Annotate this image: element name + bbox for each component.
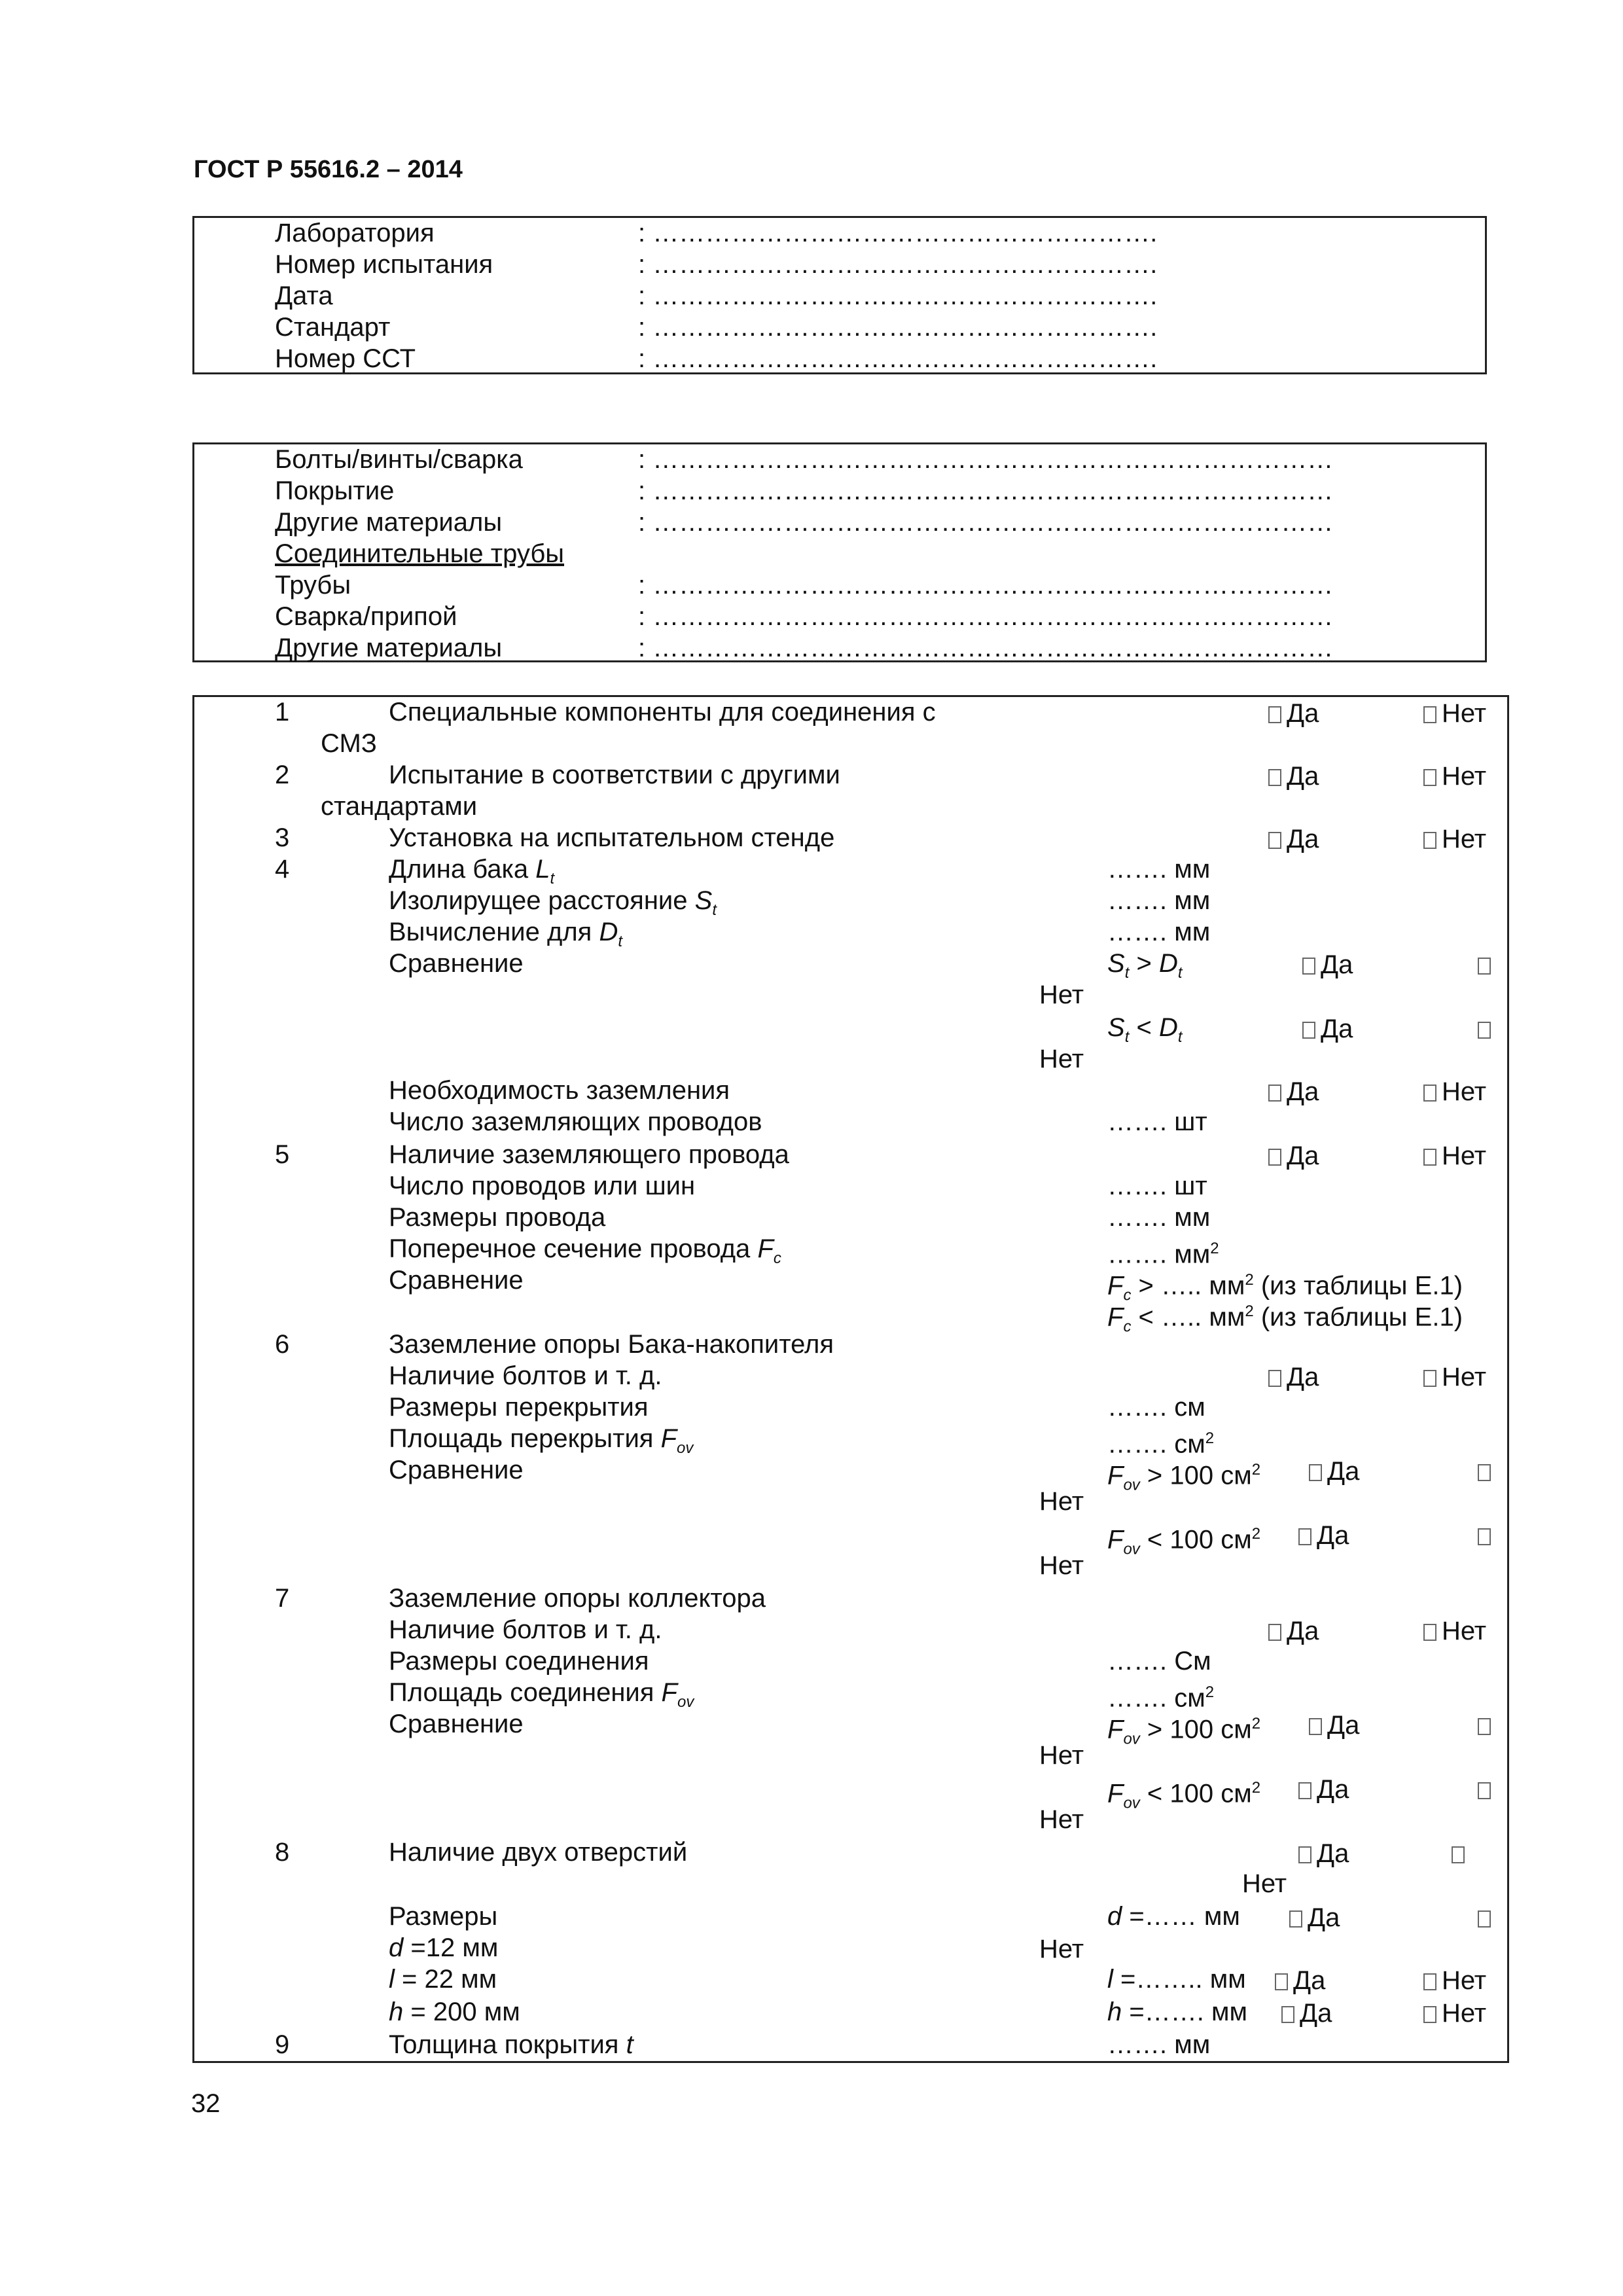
wire-section-value[interactable]: ……. $мм^2$ (1107, 1240, 1219, 1269)
checkbox-icon (1423, 1085, 1436, 1102)
row-number: 6 (275, 1330, 290, 1359)
no-checkbox[interactable]: Нет (1423, 1998, 1486, 2029)
other-materials-2-fill[interactable]: : …………………………………………………………………… (638, 634, 1334, 662)
weld-label: Сварка/припой (275, 602, 457, 631)
d-value[interactable]: d =…… мм (1107, 1902, 1240, 1931)
checkbox-icon (1452, 1846, 1465, 1863)
yes-checkbox[interactable]: Да (1275, 1965, 1325, 1996)
no-checkbox[interactable]: Нет (1423, 1361, 1486, 1393)
row2-text-cont: стандартами (321, 792, 478, 821)
connection-area-value[interactable]: ……. $см^2$ (1107, 1683, 1215, 1713)
insulating-distance-value[interactable]: ……. мм (1107, 886, 1211, 915)
checkbox-icon (1268, 832, 1281, 849)
checkbox-icon (1268, 706, 1281, 723)
checkbox-icon (1423, 1624, 1436, 1641)
row1-text-cont: СМЗ (321, 729, 377, 758)
no-label: Нет (1039, 1741, 1084, 1770)
no-checkbox[interactable] (1478, 1710, 1496, 1741)
checkbox-icon (1423, 1370, 1436, 1387)
standard-label: Стандарт (275, 313, 391, 342)
wire-size-label: Размеры провода (389, 1203, 606, 1232)
coating-thickness-value[interactable]: ……. мм (1107, 2030, 1211, 2059)
checkbox-icon (1298, 1846, 1311, 1863)
h-spec: h = 200 мм (389, 1998, 520, 2026)
no-checkbox[interactable] (1452, 1838, 1470, 1869)
fov-gt: $F_{ov} > 100$ $см^2$ (1107, 1715, 1261, 1748)
yes-checkbox[interactable]: Да (1309, 1456, 1359, 1487)
bolts-fill[interactable]: : …………………………………………………………………… (638, 445, 1334, 474)
fov-gt: $F_{ov} > 100$ $см^2$ (1107, 1461, 1261, 1494)
fc-gt: $F_c$ > ….. $мм^2$ (из таблицы Е.1) (1107, 1271, 1463, 1304)
no-label: Нет (1039, 1487, 1084, 1516)
row-number: 4 (275, 855, 290, 884)
checkbox-icon (1289, 1910, 1302, 1928)
lab-fill[interactable]: : …………………………………………………. (638, 219, 1158, 247)
yes-checkbox[interactable]: Да (1268, 761, 1319, 792)
tank-length-value[interactable]: ……. мм (1107, 855, 1211, 884)
checkbox-icon (1478, 1910, 1491, 1928)
fc-lt: $F_c$ < ….. $мм^2$ (из таблицы Е.1) (1107, 1302, 1463, 1336)
yes-checkbox[interactable]: Да (1268, 1615, 1319, 1647)
tank-support-grounding-label: Заземление опоры Бака-накопителя (389, 1330, 834, 1359)
bolts-presence-label: Наличие болтов и т. д. (389, 1361, 662, 1390)
cst-fill[interactable]: : …………………………………………………. (638, 344, 1158, 373)
yes-checkbox[interactable]: Да (1302, 1013, 1353, 1045)
grounding-need-label: Необходимость заземления (389, 1076, 730, 1105)
row1-text: Специальные компоненты для соединения с (389, 698, 936, 726)
yes-checkbox[interactable]: Да (1268, 1140, 1319, 1172)
collector-support-grounding-label: Заземление опоры коллектора (389, 1584, 766, 1613)
row2-text: Испытание в соответствии с другими (389, 761, 840, 789)
no-checkbox[interactable]: Нет (1423, 823, 1486, 855)
pipes-fill[interactable]: : …………………………………………………………………… (638, 571, 1334, 600)
checkbox-icon (1281, 2006, 1294, 2023)
checkbox-icon (1478, 1718, 1491, 1735)
no-label: Нет (1039, 1805, 1084, 1834)
no-checkbox[interactable]: Нет (1423, 1965, 1486, 1996)
overlap-size-label: Размеры перекрытия (389, 1393, 649, 1422)
no-checkbox[interactable] (1478, 1774, 1496, 1805)
connection-size-value[interactable]: ……. См (1107, 1647, 1211, 1676)
checkbox-icon (1423, 706, 1436, 723)
calc-dt-label: Вычисление для $D_t$ (389, 918, 623, 950)
yes-checkbox[interactable]: Да (1298, 1520, 1349, 1551)
overlap-size-value[interactable]: ……. см (1107, 1393, 1205, 1422)
checkbox-icon (1298, 1782, 1311, 1799)
no-checkbox[interactable]: Нет (1423, 1615, 1486, 1647)
fov-lt: $F_{ov} < 100$ $см^2$ (1107, 1779, 1261, 1812)
checkbox-icon (1268, 1624, 1281, 1641)
row-number: 5 (275, 1140, 290, 1169)
document-header: ГОСТ Р 55616.2 – 2014 (194, 156, 463, 183)
yes-checkbox[interactable]: Да (1309, 1710, 1359, 1741)
yes-checkbox[interactable]: Да (1268, 1361, 1319, 1393)
row-number: 3 (275, 823, 290, 852)
no-checkbox[interactable]: Нет (1423, 1076, 1486, 1107)
no-checkbox[interactable] (1478, 1013, 1496, 1045)
overlap-area-value[interactable]: ……. $см^2$ (1107, 1429, 1215, 1459)
h-value[interactable]: h =……. мм (1107, 1998, 1247, 2026)
comparison-label: Сравнение (389, 1266, 524, 1295)
grounding-count-label: Число заземляющих проводов (389, 1107, 762, 1136)
no-checkbox[interactable] (1478, 949, 1496, 980)
checkbox-icon (1478, 958, 1491, 975)
test-number-fill[interactable]: : …………………………………………………. (638, 250, 1158, 279)
yes-checkbox[interactable]: Да (1268, 1076, 1319, 1107)
no-checkbox[interactable]: Нет (1423, 1140, 1486, 1172)
row-number: 9 (275, 2030, 290, 2059)
checkbox-icon (1268, 1149, 1281, 1166)
yes-checkbox[interactable]: Да (1281, 1998, 1332, 2029)
st-lt-dt: $S_t < D_t$ (1107, 1013, 1183, 1046)
yes-checkbox[interactable]: Да (1298, 1838, 1349, 1869)
tank-length-label: Длина бака $L_t$ (389, 855, 555, 888)
comparison-label: Сравнение (389, 1710, 524, 1738)
pipes-label: Трубы (275, 571, 351, 600)
connection-size-label: Размеры соединения (389, 1647, 649, 1676)
checkbox-icon (1423, 1149, 1436, 1166)
no-label: Нет (1242, 1869, 1287, 1898)
checkbox-icon (1423, 769, 1436, 786)
row-number: 1 (275, 698, 290, 726)
bolts-presence-label: Наличие болтов и т. д. (389, 1615, 662, 1644)
coating-fill[interactable]: : …………………………………………………………………… (638, 476, 1334, 505)
st-gt-dt: $S_t > D_t$ (1107, 949, 1183, 982)
test-number-label: Номер испытания (275, 250, 493, 279)
l-value[interactable]: l =…….. мм (1107, 1965, 1246, 1994)
other-materials-2-label: Другие материалы (275, 634, 503, 662)
standard-fill[interactable]: : …………………………………………………. (638, 313, 1158, 342)
wires-count-label: Число проводов или шин (389, 1172, 696, 1200)
pipes-heading: Соединительные трубы (275, 539, 565, 568)
no-checkbox[interactable] (1478, 1456, 1496, 1487)
ground-wire-label: Наличие заземляющего провода (389, 1140, 789, 1169)
checkbox-icon (1309, 1718, 1322, 1735)
yes-checkbox[interactable]: Да (1302, 949, 1353, 980)
yes-checkbox[interactable]: Да (1289, 1902, 1340, 1933)
checkbox-icon (1423, 1973, 1436, 1990)
no-label: Нет (1039, 1935, 1084, 1964)
row-number: 7 (275, 1584, 290, 1613)
checkbox-icon (1309, 1464, 1322, 1481)
page-number: 32 (191, 2089, 221, 2118)
insulating-distance-label: Изолирущее расстояние $S_t$ (389, 886, 717, 919)
no-checkbox[interactable]: Нет (1423, 761, 1486, 792)
l-spec: l = 22 мм (389, 1965, 497, 1994)
no-label: Нет (1039, 1551, 1084, 1580)
calc-dt-value[interactable]: ……. мм (1107, 918, 1211, 946)
checkbox-icon (1478, 1528, 1491, 1545)
checkbox-icon (1423, 832, 1436, 849)
no-checkbox[interactable]: Нет (1423, 698, 1486, 729)
checkbox-icon (1275, 1973, 1288, 1990)
date-fill[interactable]: : …………………………………………………. (638, 281, 1158, 310)
checkbox-icon (1423, 2006, 1436, 2023)
no-label: Нет (1039, 980, 1084, 1009)
no-label: Нет (1039, 1045, 1084, 1073)
checkbox-icon (1268, 1370, 1281, 1387)
no-checkbox[interactable] (1478, 1520, 1496, 1551)
checkbox-icon (1302, 1022, 1315, 1039)
other-materials-label: Другие материалы (275, 508, 503, 537)
comparison-label: Сравнение (389, 1456, 524, 1484)
coating-label: Покрытие (275, 476, 395, 505)
two-holes-label: Наличие двух отверстий (389, 1838, 688, 1867)
wires-count-value[interactable]: ……. шт (1107, 1172, 1207, 1200)
yes-checkbox[interactable]: Да (1268, 698, 1319, 729)
checkbox-icon (1478, 1464, 1491, 1481)
row-number: 8 (275, 1838, 290, 1867)
overlap-area-label: Площадь перекрытия $F_{ov}$ (389, 1424, 694, 1457)
coating-thickness-label: Толщина покрытия t (389, 2030, 633, 2059)
connection-area-label: Площадь соединения $F_{ov}$ (389, 1678, 694, 1711)
fov-lt: $F_{ov} < 100$ $см^2$ (1107, 1525, 1261, 1558)
lab-label: Лаборатория (275, 219, 435, 247)
dimensions-label: Размеры (389, 1902, 498, 1931)
checkbox-icon (1478, 1782, 1491, 1799)
checkbox-icon (1478, 1022, 1491, 1039)
checkbox-icon (1298, 1528, 1311, 1545)
weld-fill[interactable]: : …………………………………………………………………… (638, 602, 1334, 631)
d-spec: d =12 мм (389, 1933, 499, 1962)
cst-label: Номер ССТ (275, 344, 416, 373)
grounding-count-value[interactable]: ……. шт (1107, 1107, 1207, 1136)
yes-checkbox[interactable]: Да (1298, 1774, 1349, 1805)
wire-section-label: Поперечное сечение провода $F_c$ (389, 1234, 781, 1267)
row-number: 2 (275, 761, 290, 789)
date-label: Дата (275, 281, 333, 310)
wire-size-value[interactable]: ……. мм (1107, 1203, 1211, 1232)
no-checkbox[interactable] (1478, 1902, 1496, 1933)
checkbox-icon (1302, 958, 1315, 975)
checkbox-icon (1268, 769, 1281, 786)
comparison-label: Сравнение (389, 949, 524, 978)
checkbox-icon (1268, 1085, 1281, 1102)
yes-checkbox[interactable]: Да (1268, 823, 1319, 855)
other-materials-fill[interactable]: : …………………………………………………………………… (638, 508, 1334, 537)
bolts-label: Болты/винты/сварка (275, 445, 523, 474)
row3-text: Установка на испытательном стенде (389, 823, 835, 852)
